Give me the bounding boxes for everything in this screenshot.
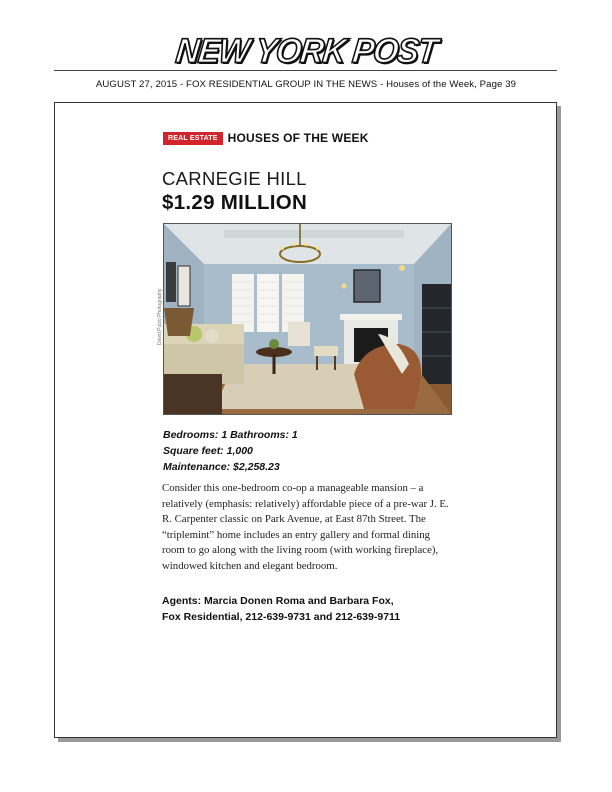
living-room-photo <box>163 223 452 415</box>
agents-line-2: Fox Residential, 212-639-9731 and 212-639-9711 <box>162 611 401 623</box>
listing-facts <box>163 427 298 475</box>
agents-line-1: Agents: Marcia Donen Roma and Barbara Fox, <box>162 595 394 607</box>
section-title: HOUSES OF THE WEEK <box>227 131 369 145</box>
masthead <box>0 32 612 70</box>
square-feet-fact: Square feet: 1,000 <box>163 445 253 457</box>
living-room-illustration <box>164 224 451 414</box>
header-rule <box>54 70 557 71</box>
agent-contacts <box>162 593 400 625</box>
maintenance-fact: Maintenance: $2,258.23 <box>163 461 280 473</box>
section-header <box>163 131 369 145</box>
rooms-fact: Bedrooms: 1 Bathrooms: 1 <box>163 429 298 441</box>
real-estate-tag: REAL ESTATE <box>163 132 223 145</box>
listing-price: $1.29 MILLION <box>162 191 308 214</box>
photo-credit: David Pulzo Photography <box>157 288 163 345</box>
listing-description: Consider this one-bedroom co-op a manageable mansion – a relatively (emphasis: relatively) affordable piece of a pre-war J. E. R. Carpenter classic on Park Avenue, at East 87th Street. The “triplemint” home includes an entry gallery and formal dining room to go along with the living room (with working fireplace), windowed kitchen and elegant bedroom. <box>162 482 449 572</box>
listing-location: CARNEGIE HILL <box>162 168 307 189</box>
dateline: AUGUST 27, 2015 - FOX RESIDENTIAL GROUP IN THE NEWS - Houses of the Week, Page 39 <box>95 79 517 90</box>
newspaper-logo: NEW YORK POST <box>173 31 439 70</box>
